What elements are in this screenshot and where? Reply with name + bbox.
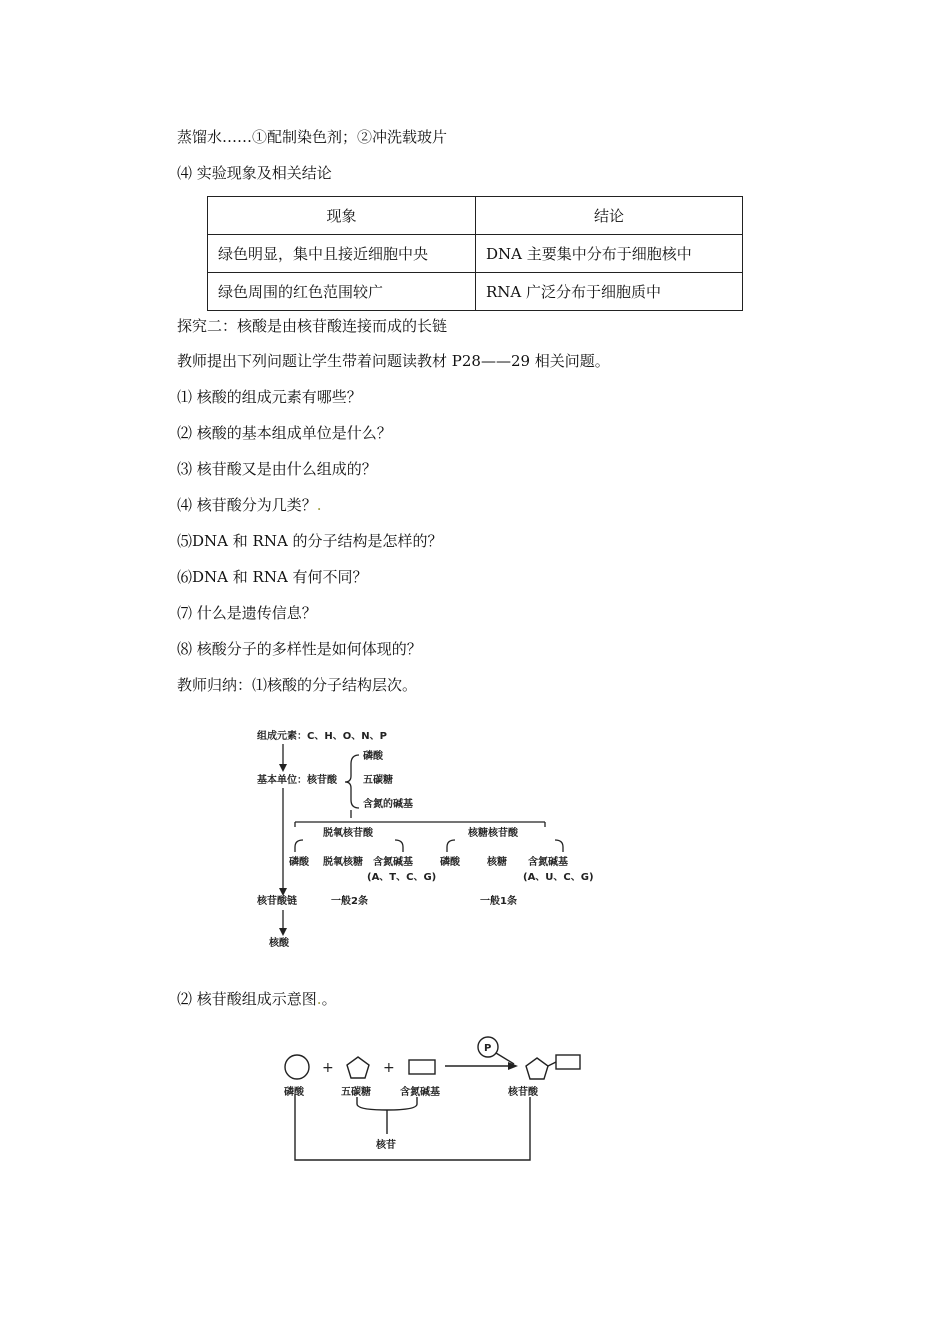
ribo-phosphate: 磷酸 — [440, 857, 460, 868]
base-label: 含氮碱基 — [400, 1087, 440, 1098]
teacher-summary: 教师归纳：⑴核酸的分子结构层次。 — [177, 676, 418, 694]
base-rectangle-icon — [409, 1060, 435, 1074]
pentose-label: 五碳糖 — [341, 1087, 371, 1098]
reagent-line: 蒸馏水……①配制染色剂；②冲洗载玻片 — [177, 128, 448, 146]
nucleotide-composition-diagram — [262, 1022, 592, 1188]
plus-sign-1: + — [322, 1060, 334, 1076]
table-cell: RNA 广泛分布于细胞质中 — [476, 273, 743, 311]
nucleotide-label: 核苷酸 — [508, 1087, 538, 1098]
nucleoside-label: 核苷 — [376, 1140, 396, 1151]
deoxyribose: 脱氧核糖 — [323, 857, 363, 868]
section-heading-inquiry-2: 探究二：核酸是由核苷酸连接而成的长链 — [177, 317, 448, 335]
deoxy-base: 含氮碱基 — [373, 857, 413, 868]
dna-chain-count: 一般2条 — [331, 896, 368, 907]
question-1: ⑴ 核酸的组成元素有哪些？ — [177, 388, 362, 406]
table-header-conclusion: 结论 — [476, 197, 743, 235]
question-8: ⑻ 核酸分子的多样性是如何体现的？ — [177, 640, 422, 658]
phosphate-label: 磷酸 — [284, 1087, 304, 1098]
question-7: ⑺ 什么是遗传信息？ — [177, 604, 317, 622]
question-3: ⑶ 核苷酸又是由什么组成的？ — [177, 460, 377, 478]
question-6: ⑹DNA 和 RNA 有何不同？ — [177, 568, 368, 586]
table-cell: DNA 主要集中分布于细胞核中 — [476, 235, 743, 273]
unit-label: 基本单位：核苷酸 — [257, 775, 337, 786]
table-header-row — [208, 197, 743, 235]
component-base: 含氮的碱基 — [363, 799, 413, 810]
table-header-phenomenon: 现象 — [208, 197, 476, 235]
plus-sign-2: + — [383, 1060, 395, 1076]
teacher-instruction: 教师提出下列问题让学生带着问题读教材 P28——29 相关问题。 — [177, 352, 610, 370]
nucleotide-diagram-heading: ⑵ 核苷酸组成示意图.。 — [177, 990, 337, 1008]
nucleic-acid-hierarchy-diagram — [255, 722, 600, 964]
nucleotide-pentagon-icon — [526, 1058, 548, 1079]
pentose-pentagon-icon — [347, 1057, 369, 1078]
chain-label: 核苷酸链 — [257, 896, 297, 907]
question-5: ⑸DNA 和 RNA 的分子结构是怎样的？ — [177, 532, 443, 550]
table-cell: 绿色周围的红色范围较广 — [208, 273, 476, 311]
deoxynucleotide-label: 脱氧核苷酸 — [323, 828, 373, 839]
table-cell: 绿色明显，集中且接近细胞中央 — [208, 235, 476, 273]
ribose: 核糖 — [487, 857, 507, 868]
nucleic-acid-label: 核酸 — [269, 938, 289, 949]
component-phosphate: 磷酸 — [363, 751, 383, 762]
table-row — [208, 235, 743, 273]
dna-bases: (A、T、C、G) — [367, 872, 437, 883]
section-heading-results: ⑷ 实验现象及相关结论 — [177, 164, 332, 182]
rna-chain-count: 一般1条 — [480, 896, 517, 907]
nucleotide-base-icon — [556, 1055, 580, 1069]
phosphate-circle-icon — [285, 1055, 309, 1079]
p-symbol: P — [484, 1043, 492, 1054]
ribo-base: 含氮碱基 — [528, 857, 568, 868]
deoxy-phosphate: 磷酸 — [289, 857, 309, 868]
question-2: ⑵ 核酸的基本组成单位是什么？ — [177, 424, 392, 442]
rna-bases: (A、U、C、G) — [523, 872, 594, 883]
ribonucleotide-label: 核糖核苷酸 — [468, 828, 518, 839]
results-table — [207, 196, 743, 311]
table-row — [208, 273, 743, 311]
question-4: ⑷ 核苷酸分为几类？. — [177, 496, 322, 514]
elements-label: 组成元素：C、H、O、N、P — [257, 731, 387, 742]
component-sugar: 五碳糖 — [363, 775, 393, 786]
